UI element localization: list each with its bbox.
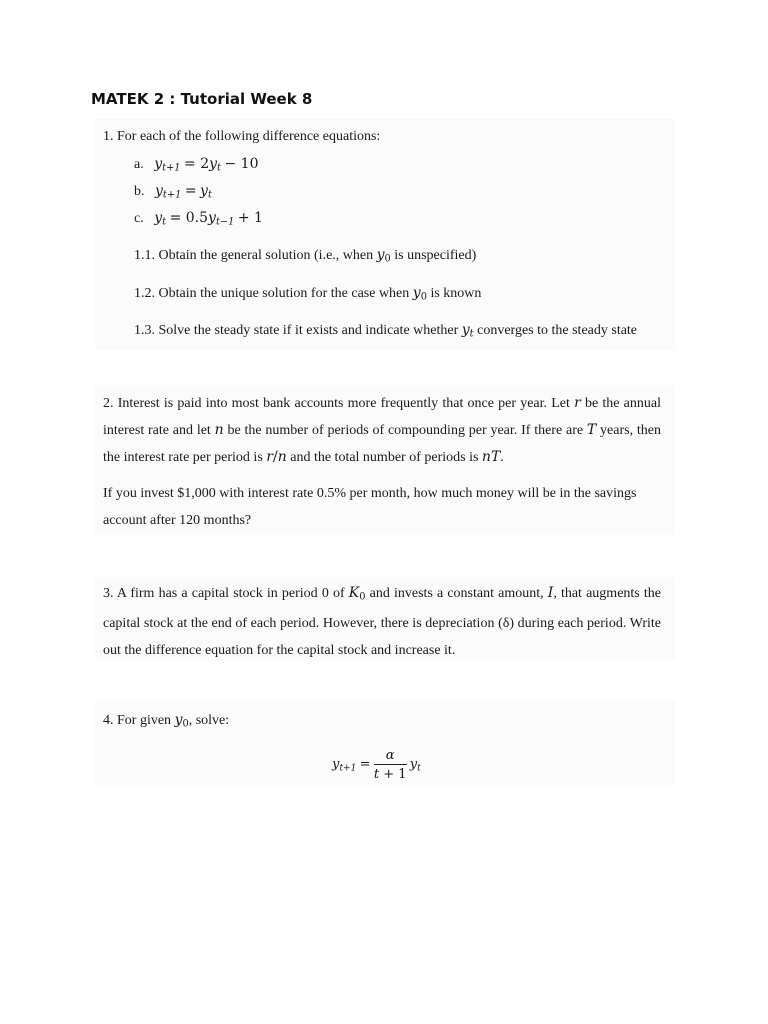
q1-item-a [134, 156, 258, 173]
q1-item-b-label: b. [134, 184, 145, 199]
q1-intro: 1. For each of the following difference equations: [103, 129, 381, 144]
q1-subquestion-2: 1.2. Obtain the unique solution for the case when $y_0$ is known [134, 285, 482, 303]
q1-item-c-equation: $y_t = 0.5y_{t-1} + 1$ [154, 210, 263, 228]
q1-item-b [134, 183, 212, 200]
page-title: MATEK 2 : Tutorial Week 8 [91, 90, 313, 108]
q1-item-a-label: a. [134, 157, 144, 172]
q1-item-c-label: c. [134, 211, 144, 226]
q1-item-b-equation: $y_{t+1} = y_t$ [155, 183, 212, 201]
question-1-block [95, 118, 675, 350]
q3-paragraph: 3. A firm has a capital stock in period 0 of $K_0$ and invests a constant amount, I, that augments the capital stock at the end of each period. However, there is depreciation (δ) during each period. Write out the difference equation for the capital stock and increase it. [103, 585, 661, 659]
q4-prompt: 4. For given $y_0$, solve: [103, 712, 230, 730]
q2-paragraph-2: If you invest $1,000 with interest rate 0.5% per month, how much money will be in the savings account after 120 months? [103, 486, 637, 528]
q1-item-c [134, 210, 263, 227]
q1-subquestion-3: 1.3. Solve the steady state if it exists and indicate whether $y_t$ converges to the steady state [134, 322, 638, 340]
q4-equation: $y_{t+1}$ = $\frac{\alpha}{t + 1}$ $y_t$ [332, 748, 421, 782]
q4-fraction: $\frac{\alpha}{t + 1}$ [373, 748, 407, 782]
q1-item-a-equation: $y_{t+1} = 2y_t - 10$ [154, 156, 259, 174]
q2-paragraph-1: 2. Interest is paid into most bank accounts more frequently that once per year. Let r be the annual interest rate and let n be the number of periods of compounding per year. If there are T years, then the interest rate per period is r/n and the total number of periods is nT. [103, 395, 661, 465]
q1-subquestion-1: 1.1. Obtain the general solution (i.e., when $y_0$ is unspecified) [134, 247, 477, 265]
